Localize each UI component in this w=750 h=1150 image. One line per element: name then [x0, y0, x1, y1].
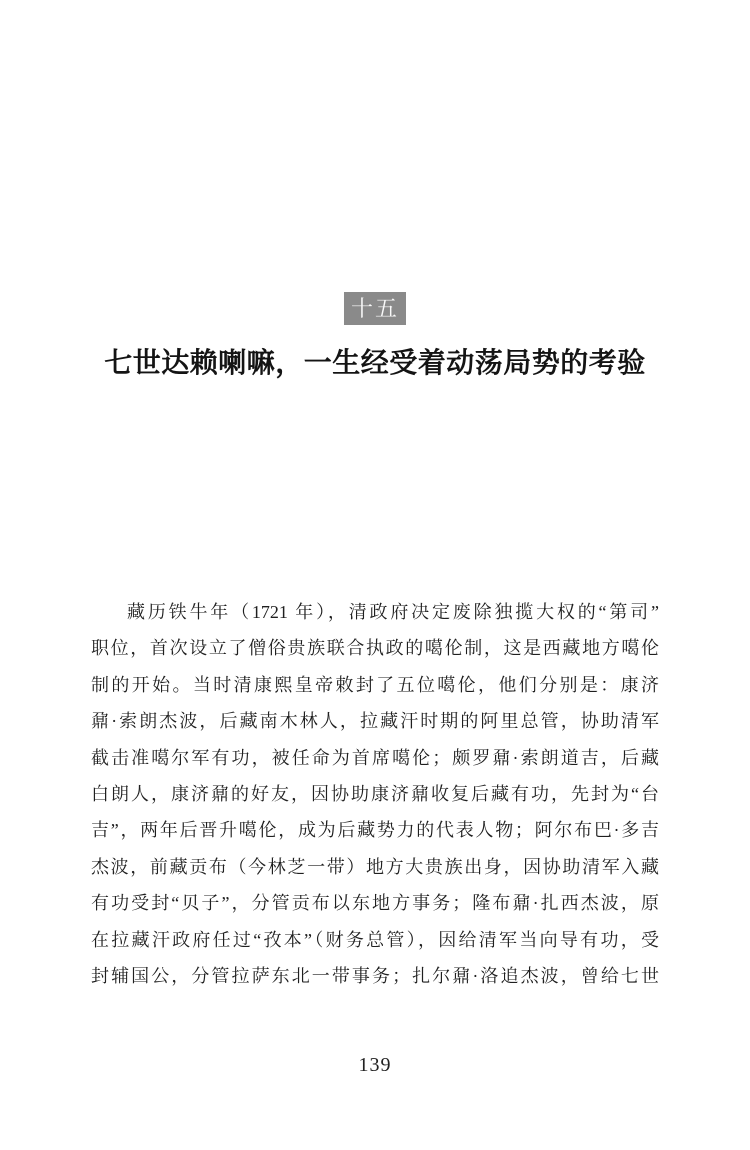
- text-line: 职位，首次设立了僧俗贵族联合执政的噶伦制，这是西藏地方噶伦: [91, 638, 659, 659]
- text-line: 杰波，前藏贡布（今林芝一带）地方大贵族出身，因协助清军入藏: [91, 856, 659, 877]
- text-line: 藏历铁牛年（1721 年），清政府决定废除独揽大权的“第司”: [127, 602, 659, 622]
- chapter-title: 七世达赖喇嘛，一生经受着动荡局势的考验: [104, 348, 646, 379]
- text-line: 制的开始。当时清康熙皇帝敕封了五位噶伦，他们分别是：康济: [91, 674, 659, 695]
- text-line: 吉”，两年后晋升噶伦，成为后藏势力的代表人物；阿尔布巴·多吉: [91, 820, 659, 841]
- text-line: 截击准噶尔军有功，被任命为首席噶伦；颇罗鼐·索朗道吉，后藏: [91, 747, 659, 768]
- text-line: 在拉藏汗政府任过“孜本”（财务总管），因给清军当向导有功，受: [91, 929, 659, 950]
- body-paragraph: [91, 594, 659, 994]
- text-line: 有功受封“贝子”，分管贡布以东地方事务；隆布鼐·扎西杰波，原: [91, 893, 659, 914]
- text-line: 白朗人，康济鼐的好友，因协助康济鼐收复后藏有功，先封为“台: [91, 783, 659, 804]
- page-number: 139: [358, 1054, 392, 1076]
- text-line: 鼐·索朗杰波，后藏南木林人，拉藏汗时期的阿里总管，协助清军: [91, 711, 659, 732]
- text-line: 封辅国公，分管拉萨东北一带事务；扎尔鼐·洛追杰波，曾给七世: [91, 965, 659, 986]
- chapter-number-badge: 十五: [344, 292, 406, 325]
